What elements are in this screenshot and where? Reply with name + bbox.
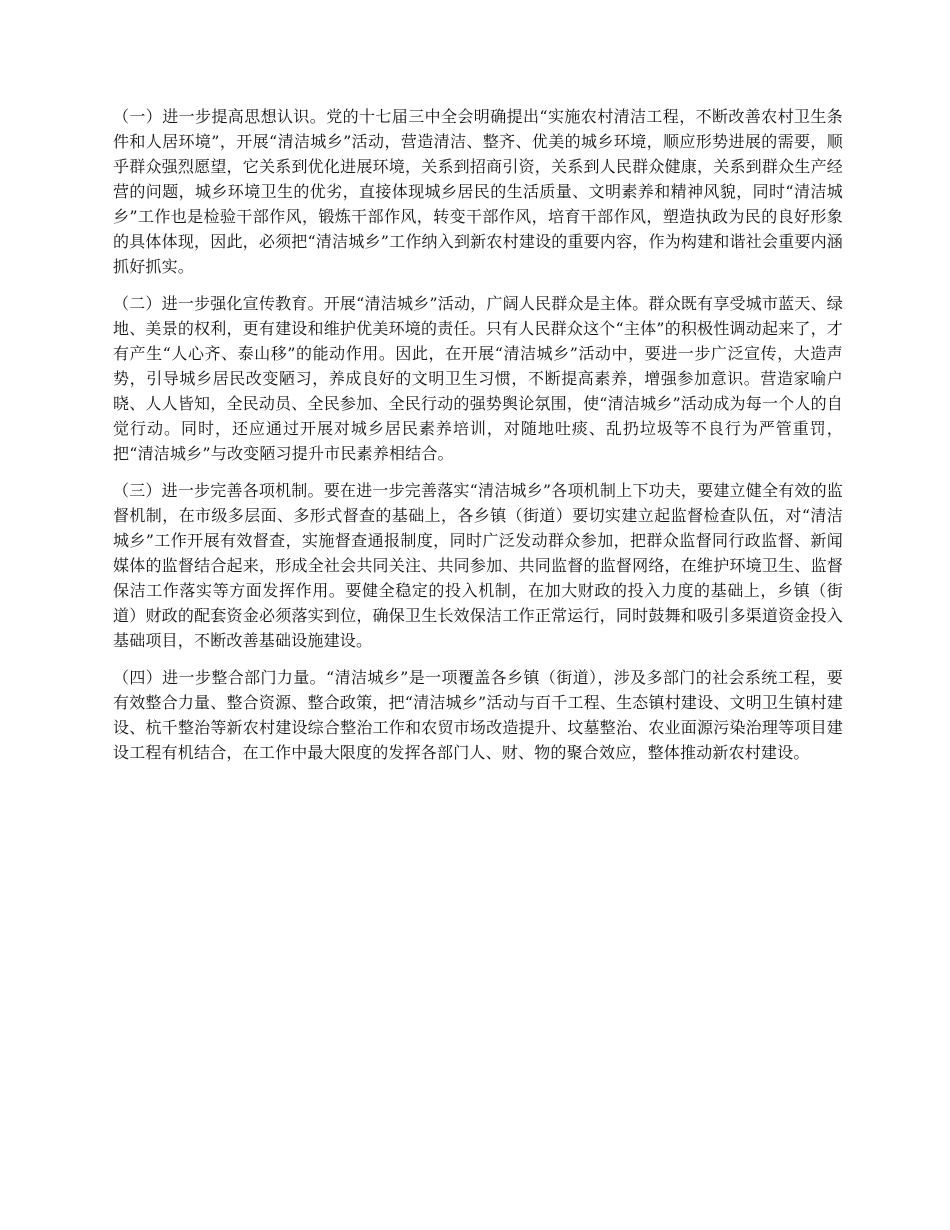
paragraph-1: （一）进一步提高思想认识。党的十七届三中全会明确提出“实施农村清洁工程，不断改善农村卫生条件和人居环境”，开展“清洁城乡”活动，营造清洁、整齐、优美的城乡环境，顺应形势进展的需要，顺乎群众强烈愿望，它关系到优化进展环境，关系到招商引资，关系到人民群众健康，关系到群众生产经营的问题，城乡环境卫生的优劣，直接体现城乡居民的生活质量、文明素养和精神风貌，同时“清洁城乡”工作也是检验干部作风，锻炼干部作风，转变干部作风，培育干部作风，塑造执政为民的良好形象的具体体现，因此，必须把“清洁城乡”工作纳入到新农村建设的重要内容，作为构建和谐社会重要内涵抓好抓实。 [113, 107, 843, 276]
paragraph-4: （四）进一步整合部门力量。“清洁城乡”是一项覆盖各乡镇（街道），涉及多部门的社会系统工程，要有效整合力量、整合资源、整合政策，把“清洁城乡”活动与百千工程、生态镇村建设、文明卫生镇村建设、杭千整治等新农村建设综合整治工作和农贸市场改造提升、坟墓整治、农业面源污染治理等项目建设工程有机结合，在工作中最大限度的发挥各部门人、财、物的聚合效应，整体推动新农村建设。 [113, 668, 843, 762]
paragraph-3: （三）进一步完善各项机制。要在进一步完善落实“清洁城乡”各项机制上下功夫，要建立健全有效的监督机制，在市级多层面、多形式督查的基础上，各乡镇（街道）要切实建立起监督检查队伍，对“清洁城乡”工作开展有效督查，实施督查通报制度，同时广泛发动群众参加，把群众监督同行政监督、新闻媒体的监督结合起来，形成全社会共同关注、共同参加、共同监督的监督网络，在维护环境卫生、监督保洁工作落实等方面发挥作用。要健全稳定的投入机制，在加大财政的投入力度的基础上，乡镇（街道）财政的配套资金必须落实到位，确保卫生长效保洁工作正常运行，同时鼓舞和吸引多渠道资金投入基础项目，不断改善基础设施建设。 [113, 481, 843, 650]
document-body [113, 104, 843, 777]
paragraph-2: （二）进一步强化宣传教育。开展“清洁城乡”活动，广阔人民群众是主体。群众既有享受城市蓝天、绿地、美景的权利，更有建设和维护优美环境的责任。只有人民群众这个“主体”的积极性调动起来了，才有产生“人心齐、泰山移”的能动作用。因此，在开展“清洁城乡”活动中，要进一步广泛宣传，大造声势，引导城乡居民改变陋习，养成良好的文明卫生习惯，不断提高素养，增强参加意识。营造家喻户晓、人人皆知，全民动员、全民参加、全民行动的强势舆论氛围，使“清洁城乡”活动成为每一个人的自觉行动。同时，还应通过开展对城乡居民素养培训，对随地吐痰、乱扔垃圾等不良行为严管重罚，把“清洁城乡”与改变陋习提升市民素养相结合。 [113, 294, 843, 463]
